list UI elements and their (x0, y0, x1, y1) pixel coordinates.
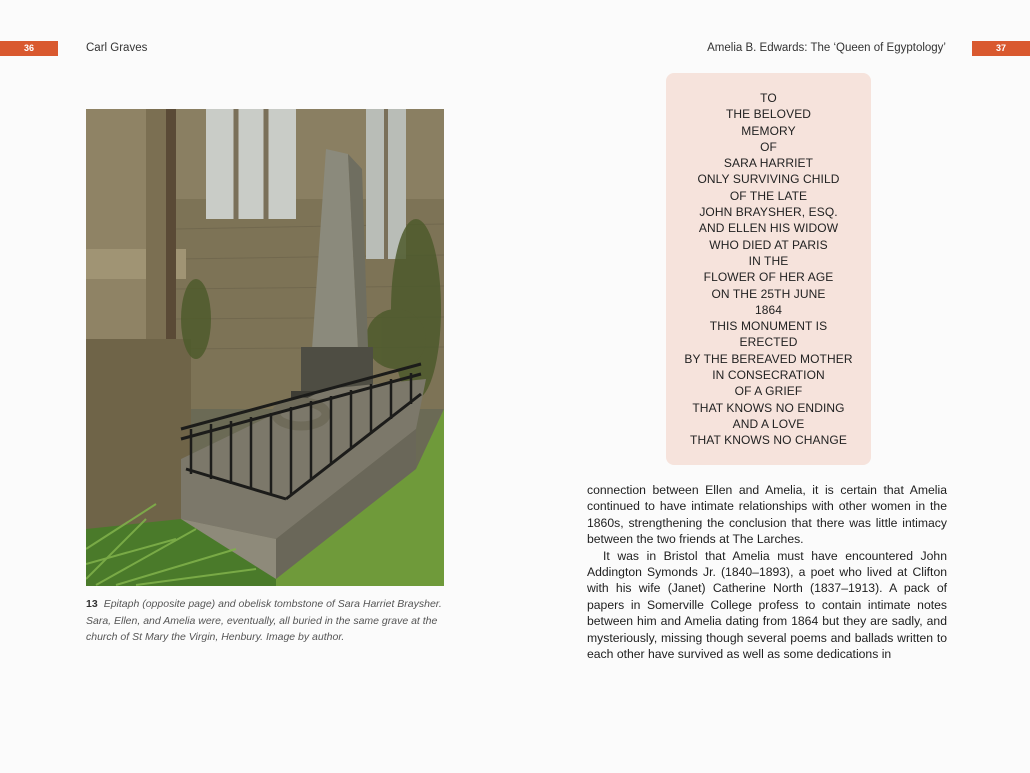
epitaph-line: WHO DIED AT PARIS (709, 237, 828, 252)
running-head-right: Amelia B. Edwards: The ‘Queen of Egyptology’ (707, 42, 946, 54)
figure-caption-text: Epitaph (opposite page) and obelisk tombstone of Sara Harriet Braysher. Sara, Ellen, and Amelia were, eventually, all buried in the same grave at the church of St Mary the Virgin, Henbury. Image by author. (86, 598, 442, 643)
epitaph-line: ONLY SURVIVING CHILD (697, 172, 840, 187)
epitaph-line: ERECTED (739, 335, 798, 350)
epitaph-box (666, 73, 871, 465)
paragraph: It was in Bristol that Amelia must have encountered John Addington Symonds Jr. (1840–1893), a poet who lived at Clifton with his wife (Janet) Catherine North (1837–1913). A pack of papers in Somerville College profess to contain intimate notes between him and Amelia dating from 1864 but they are sadly, and mysteriously, missing though several poems and ballads written to each other have survived as well as some dedications in (587, 548, 947, 662)
epitaph-line: OF A GRIEF (734, 384, 803, 399)
body-text (587, 482, 947, 662)
epitaph-line: TO (760, 91, 777, 105)
epitaph-line: SARA HARRIET (723, 156, 814, 171)
epitaph-line: ON THE 25TH JUNE (711, 286, 826, 301)
epitaph-line: OF (760, 139, 777, 154)
page-number-right: 37 (972, 41, 1030, 56)
epitaph-line: THAT KNOWS NO CHANGE (690, 433, 847, 448)
epitaph-line: AND ELLEN HIS WIDOW (698, 221, 839, 236)
paragraph: connection between Ellen and Amelia, it is certain that Amelia continued to have intimate relationships with other women in the 1860s, strengthening the conclusion that there was little intimacy between the two friends at The Larches. (587, 483, 947, 547)
figure-number: 13 (86, 598, 98, 610)
epitaph-line: MEMORY (741, 123, 796, 138)
epitaph-line: THAT KNOWS NO ENDING (692, 400, 845, 415)
epitaph-line: THE BELOVED (725, 107, 812, 122)
running-head-left: Carl Graves (86, 42, 148, 54)
epitaph-line: FLOWER OF HER AGE (703, 270, 834, 285)
epitaph-line: JOHN BRAYSHER, ESQ. (699, 205, 838, 220)
epitaph-line: IN CONSECRATION (712, 368, 825, 383)
page-number-left: 36 (0, 41, 58, 56)
epitaph-line: 1864 (754, 302, 783, 317)
epitaph-line: OF THE LATE (729, 188, 808, 203)
tombstone-photo (86, 109, 444, 586)
figure-caption (86, 596, 448, 646)
right-page (515, 0, 1030, 773)
epitaph-line: BY THE BEREAVED MOTHER (684, 351, 853, 366)
epitaph-line: AND A LOVE (732, 416, 805, 431)
epitaph-line: IN THE (748, 253, 789, 268)
epitaph-line: THIS MONUMENT IS (709, 319, 828, 334)
